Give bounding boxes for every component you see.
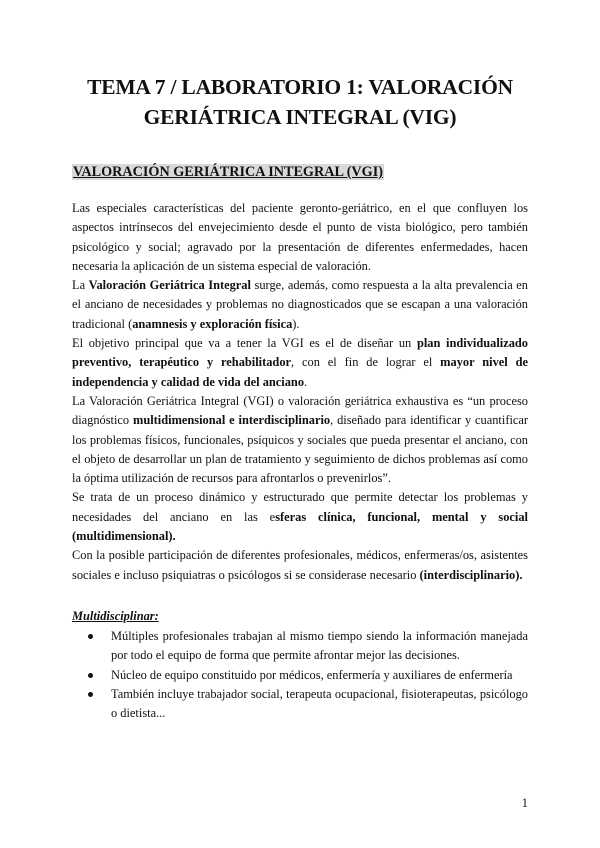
list-item [72, 666, 528, 685]
list-item-text: También incluye trabajador social, terapeuta ocupacional, fisioterapeutas, psicólogo o dietista... [111, 686, 528, 721]
list-item-text: Múltiples profesionales trabajan al mismo tiempo siendo la información manejada por todo el equipo de forma que permite afrontar mejor las decisiones. [111, 629, 528, 663]
text-run: La Valoración Geriátrica Integral (VGI) o valoración geriátrica exhaustiva es “un proceso diagnóstico [72, 393, 528, 428]
bullet-icon [88, 673, 93, 678]
title-line-1: TEMA 7 / LABORATORIO 1: VALORACIÓN [87, 75, 513, 99]
text-run: , con el fin de lograr el [291, 355, 441, 370]
sub-heading-multidisciplinar: Multidisciplinar: [72, 609, 159, 623]
text-run: ). [292, 316, 300, 331]
bold-run: plan individualizado preventivo, terapéutico y rehabilitador [72, 336, 529, 370]
title-line-2: GERIÁTRICA INTEGRAL (VIG) [143, 105, 457, 129]
text-run: surge, además, como respuesta a la alta prevalencia en el anciano de necesidades y problemas no diagnosticados que se escapan a una valoración tradicional ( [72, 278, 528, 331]
page-number: 1 [521, 796, 528, 810]
bullet-list [72, 627, 528, 723]
paragraph-1-text: Las especiales características del paciente geronto-geriátrico, en el que confluyen los aspectos intrínsecos del envejecimiento desde el punto de vista biológico, pero también psicológico y social; agravado por la presentación de diferentes enfermedades, hacen necesaria la aplicación de un sistema especial de valoración. [72, 201, 528, 273]
text-run: Se trata de un proceso dinámico y estructurado que permite detectar los problemas y necesidades del anciano en las e [72, 490, 528, 524]
list-item-text: Núcleo de equipo constituido por médicos, enfermería y auxiliares de enfermería [111, 667, 513, 682]
document-title [40, 72, 560, 132]
text-run: Con la posible participación de diferentes profesionales, médicos, enfermeras/os, asistentes sociales e incluso psiquiatras o psicólogos si se considerase necesario [72, 548, 528, 582]
text-run: La [72, 278, 89, 293]
paragraph-1 [72, 199, 528, 276]
bullet-icon [88, 692, 93, 697]
bold-run: multidimensional e interdisciplinario [133, 413, 331, 428]
list-item [72, 685, 528, 724]
list-item [72, 627, 528, 666]
text-run: , diseñado para identificar y cuantificar los problemas físicos, funcionales, psíquicos y sociales que pueda presentar el anciano, con el objeto de desarrollar un plan de tratamiento y seguimiento de dichos problemas así como la óptima utilización de recursos para afrontarlos o prevenirlos”. [72, 413, 529, 486]
bold-run: (interdisciplinario). [419, 567, 523, 582]
text-run: El objetivo principal que va a tener la VGI es el de diseñar un [72, 336, 417, 351]
section-heading [72, 164, 384, 181]
paragraph-6 [72, 546, 528, 585]
bold-run: Valoración Geriátrica Integral [88, 278, 251, 293]
section-heading-text: VALORACIÓN GERIÁTRICA INTEGRAL (VGI) [73, 164, 383, 180]
paragraph-3 [72, 334, 528, 392]
body-text [72, 199, 528, 585]
text-run: . [304, 374, 308, 389]
bullet-icon [88, 634, 93, 639]
paragraph-5 [72, 488, 528, 546]
paragraph-2 [72, 276, 528, 334]
paragraph-4 [72, 392, 528, 488]
bold-run: mayor nivel de independencia y calidad de vida del anciano [72, 355, 528, 389]
bold-run: sferas clínica, funcional, mental y social (multidimensional). [72, 509, 528, 544]
bold-run: anamnesis y exploración física [132, 316, 293, 331]
